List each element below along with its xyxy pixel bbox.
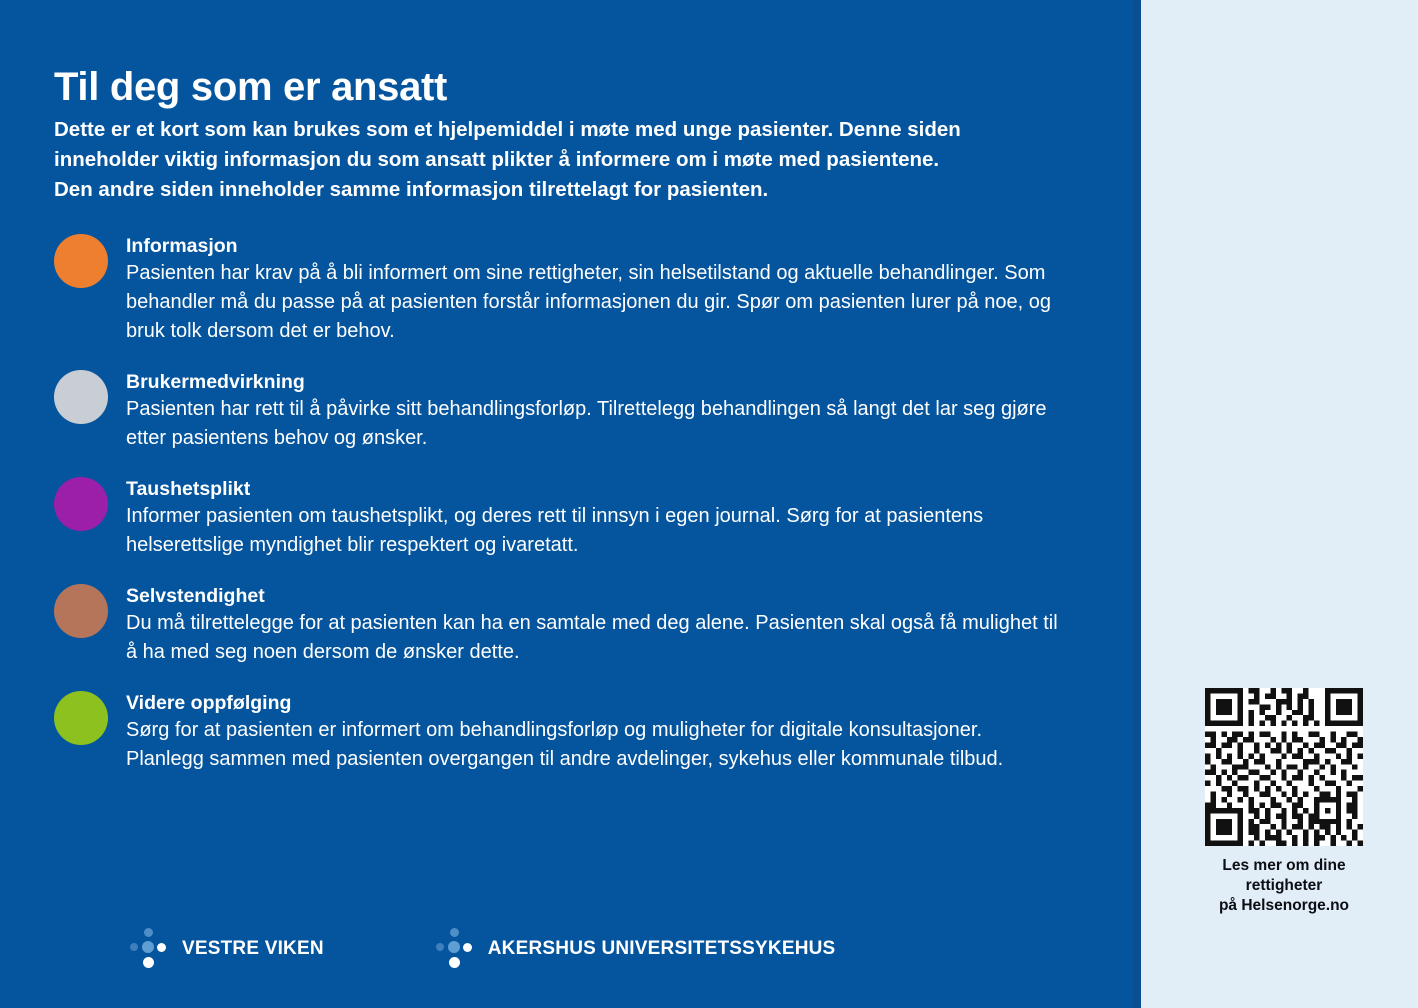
section-title-taushetsplikt: Taushetsplikt <box>126 478 251 500</box>
section-selvstendighet <box>54 582 1064 667</box>
section-body-videre-oppfolging: Sørg for at pasienten er informert om behandlingsforløp og muligheter for digitale konsultasjoner. Planlegg sammen med pasienten overgangen til andre avdelinger, sykehus eller kommunale tilbud. <box>126 719 1004 770</box>
section-title-selvstendighet: Selvstendighet <box>126 585 265 607</box>
bullet-dot-icon-taushetsplikt <box>54 477 108 531</box>
section-body-selvstendighet: Du må tilrettelegge for at pasienten kan ha en samtale med deg alene. Pasienten skal også få mulighet til å ha med seg noen dersom de ønsker dette. <box>126 612 1058 663</box>
section-title-videre-oppfolging: Videre oppfølging <box>126 692 292 714</box>
section-text-taushetsplikt <box>126 475 1064 560</box>
section-title-brukermedvirkning: Brukermedvirkning <box>126 371 305 393</box>
page-title: Til deg som er ansatt <box>54 64 448 109</box>
logo-vestre-viken <box>128 926 324 972</box>
logo-akershus-universitetssykehus <box>434 926 836 972</box>
section-text-selvstendighet <box>126 582 1064 667</box>
section-title-informasjon: Informasjon <box>126 235 238 257</box>
bullet-dot-icon-informasjon <box>54 234 108 288</box>
section-taushetsplikt <box>54 475 1064 560</box>
section-text-brukermedvirkning <box>126 368 1064 453</box>
section-brukermedvirkning <box>54 368 1064 453</box>
vestre-viken-dots-icon <box>128 926 174 972</box>
intro-paragraph <box>54 115 1039 205</box>
footer-logos <box>128 926 835 972</box>
qr-caption-line-1: Les mer om dine <box>1222 857 1346 874</box>
bullet-dot-icon-selvstendighet <box>54 584 108 638</box>
qr-code-icon[interactable] <box>1205 688 1363 846</box>
qr-caption-line-3: på Helsenorge.no <box>1218 897 1350 914</box>
section-text-informasjon <box>126 232 1064 346</box>
intro-line-2: inneholder viktig informasjon du som ansatt plikter å informere om i møte med pasientene. <box>54 148 940 171</box>
logo-label-akershus-universitetssykehus: AKERSHUS UNIVERSITETSSYKEHUS <box>487 938 836 959</box>
section-text-videre-oppfolging <box>126 689 1064 774</box>
intro-line-1: Dette er et kort som kan brukes som et hjelpemiddel i møte med unge pasienter. Denne siden <box>54 118 961 141</box>
section-body-taushetsplikt: Informer pasienten om taushetsplikt, og deres rett til innsyn i egen journal. Sørg for at pasientens helserettslige myndighet blir respektert og ivaretatt. <box>126 505 984 556</box>
section-body-brukermedvirkning: Pasienten har rett til å påvirke sitt behandlingsforløp. Tilrettelegg behandlingen så langt det lar seg gjøre etter pasientens behov og ønsker. <box>126 398 1047 449</box>
section-informasjon <box>54 232 1064 346</box>
sections-list <box>54 232 1064 796</box>
intro-line-3: Den andre siden inneholder samme informasjon tilrettelagt for pasienten. <box>54 178 769 201</box>
bullet-dot-icon-brukermedvirkning <box>54 370 108 424</box>
logo-label-vestre-viken: VESTRE VIKEN <box>182 938 324 959</box>
bullet-dot-icon-videre-oppfolging <box>54 691 108 745</box>
panel-edge-stripe <box>1133 0 1141 1008</box>
qr-caption-line-2: rettigheter <box>1245 877 1323 894</box>
section-body-informasjon: Pasienten har krav på å bli informert om sine rettigheter, sin helsetilstand og aktuelle behandlinger. Som behandler må du passe på at pasienten forstår informasjonen du gir. Spør om pasienten lurer på noe, og bruk tolk dersom det er behov. <box>126 262 1052 342</box>
qr-block <box>1205 688 1363 916</box>
section-videre-oppfolging <box>54 689 1064 774</box>
qr-caption <box>1205 856 1363 916</box>
akershus-dots-icon <box>434 926 480 972</box>
